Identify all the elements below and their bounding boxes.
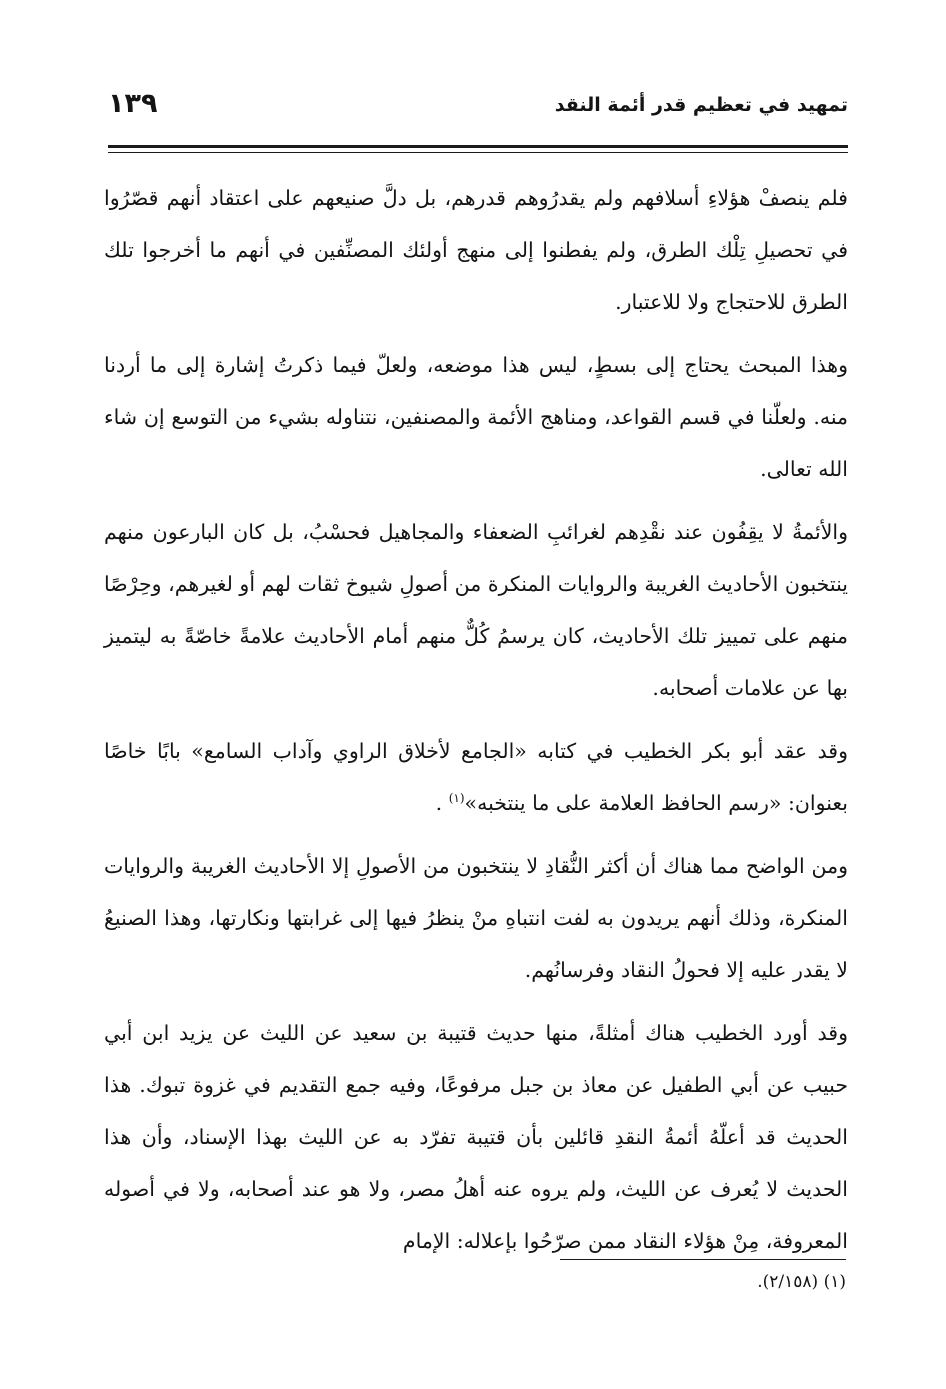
page-header: [100, 86, 848, 130]
paragraph: فلم ينصفْ هؤلاءِ أسلافهم ولم يقدرُوهم قدرهم، بل دلَّ صنيعهم على اعتقاد أنهم قصّرُوا في تحصيلِ تِلْك الطرق، ولم يفطنوا إلى منهج أولئك المصنِّفين في أنهم ما أخرجوا تلك الطرق للاحتجاج ولا للاعتبار.: [104, 186, 848, 314]
paragraph: والأئمةُ لا يقِفُون عند نقْدِهم لغرائبِ الضعفاء والمجاهيل فحسْبُ، بل كان البارعون منهم ينتخبون الأحاديث الغريبة والروايات المنكرة من أصولِ شيوخ ثقات لهم أو لغيرهم، وحِرْصًا منهم على تمييز تلك الأحاديث، كان يرسمُ كُلٌّ منهم أمام الأحاديث علامةً خاصّةً به ليتميز بها عن علامات أصحابه.: [104, 520, 848, 700]
paragraph-text: وقد عقد أبو بكر الخطيب في كتابه «الجامع لأخلاق الراوي وآداب السامع» بابًا خاصًا بعنوان: «رسم الحافظ العلامة على ما ينتخبه»: [104, 739, 848, 815]
paragraph: وهذا المبحث يحتاج إلى بسطٍ، ليس هذا موضعه، ولعلّ فيما ذكرتُ إشارة إلى ما أردنا منه. ولعلّنا في قسم القواعد، ومناهج الأئمة والمصنفين، نتناوله بشيء من التوسع إن شاء الله تعالى.: [104, 353, 848, 481]
footnote-separator: [560, 1259, 846, 1260]
header-rule-thin: [108, 152, 848, 153]
paragraph: وقد أورد الخطيب هناك أمثلةً، منها حديث قتيبة بن سعيد عن الليث عن يزيد ابن أبي حبيب عن أبي الطفيل عن معاذ بن جبل مرفوعًا، وفيه جمع التقديم في غزوة تبوك. هذا الحديث قد أعلّهُ أئمةُ النقدِ قائلين بأن قتيبة تفرّد به عن الليث بهذا الإسناد، وأن هذا الحديث لا يُعرف عن الليث، ولم يروه عنه أهلُ مصر، ولا هو عند أصحابه، ولا في أصوله المعروفة، مِنْ هؤلاء النقاد ممن صرّحُوا بإعلاله: الإمام: [104, 1021, 848, 1253]
footnote-marker: (١): [448, 791, 465, 806]
paragraph-end-punct: .: [435, 791, 443, 815]
body-text: [104, 172, 848, 1278]
paragraph-with-footnote-ref: [104, 725, 848, 829]
page-number: ١٣٩: [108, 88, 158, 119]
header-rule-thick: [108, 145, 848, 148]
running-title: تمهيد في تعظيم قدر أئمة النقد: [554, 94, 848, 116]
paragraph: ومن الواضح مما هناك أن أكثر النُّقادِ لا ينتخبون من الأصولِ إلا الأحاديث الغريبة والروايات المنكرة، وذلك أنهم يريدون به لفت انتباهِ منْ ينظرُ فيها إلى غرابتها ونكارتها، وهذا الصنيعُ لا يقدر عليه إلا فحولُ النقاد وفرسانُهم.: [104, 854, 848, 982]
footnote: (١) (٢/١٥٨).: [757, 1272, 846, 1292]
